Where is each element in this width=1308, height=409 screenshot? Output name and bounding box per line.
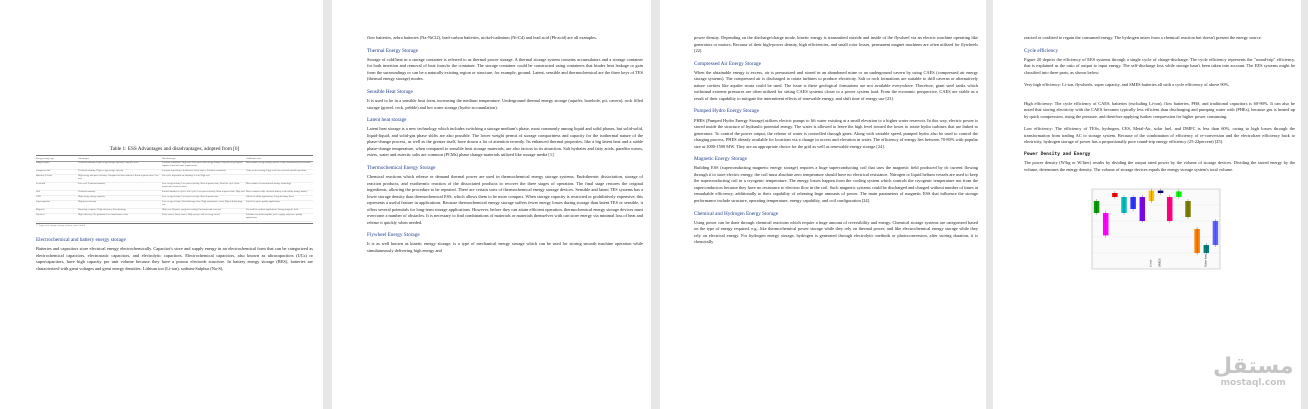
paragraph-sensible: It is used to be in a sensible heat form, increasing the medium temperature. Underground thermal energy storage (aquifer, borehole, pit, cavern), rock filled storage (gravel, rock, pebble) and hot water storage (hydro-accumulation). [367, 98, 643, 110]
table-cell: Location dependency; Inefficient; Safety issues; Location constraints [162, 170, 226, 173]
heading-sensible: Sensible Heat Storage [367, 88, 413, 95]
table-cell: Life cycle dependent on discharge levels; High cost [162, 175, 210, 178]
document-page-4 [993, 0, 1301, 409]
table-row [36, 183, 313, 191]
table-cell: Lead-acid [36, 183, 46, 186]
table-cell: Flywheel [36, 214, 45, 217]
paragraph-caes: When the obtainable energy is excess, air is pressurized and stored in an abandoned mine or an underground cavern by using CAES (compressed air energy storage systems). The compressed air is discharged to rotate turbines to produce electricity. Salt or rock formations are suitable to drill caverns or alternatively nature cavities like aquifer strata could be used. The issue is these geological formations are not available everywhere. Therefore, giant steel tanks which withstand extreme pressures are often utilized for sitting CAES systems closer to a power system load. From the economic perspective, CAES are viable as a result of their capability to mitigate the intermittent effects of renewable energy, and shift time of energy use [23]. [694, 69, 978, 101]
heading-chemical: Chemical and Hydrogen Energy Storage [694, 210, 779, 217]
table-cell: More mature electrochemical storage technology [246, 183, 292, 186]
table-cell: Technical maturity; High energy storage capacity; Long life cycle [78, 162, 139, 165]
ess-table [36, 155, 313, 224]
paragraph-low: Low efficiency: The efficiency of TESs, hydrogen, CES, Metal-Air, solar fuel, and DMFC is less than 60%, owing to high losses through the transformation from trading AC to storage system. Because of the combination of efficiency of re-conversion and the electrolizer efficiency back to electricity, hydrogen storage of power has a proportionally poor round-trip energy efficiency (25-22percent) [25]. [1024, 126, 1295, 145]
table-cell: Location constraints; High cost; Low power and energy density; Depends on geological support; Land and water requirements [162, 162, 243, 168]
table-cell: Short time response; High efficiency; Fast discharge [78, 209, 127, 212]
paragraph-very-high: Very high efficiency: Li-ion, flywheels, super capacity, and SMES batteries all with a cycle efficiency of above 90%. [1024, 82, 1230, 88]
table-cell: High energy and power density; Compared to other batteries; Rated response time; Low cost [78, 175, 159, 181]
heading-power-density: Power Density and Energy [1024, 151, 1091, 157]
paragraph-intro: power density. Depending on the discharge/charge mode, kinetic energy is transmitted outside and inside of the flywheel via an electric machine operating like generators or motors. Because of their high-power density, high efficiencies, and small rotor losses, permanent magnet machines are often utilized for flywheels [22]. [694, 35, 978, 54]
table-cell: Magnetic [36, 209, 45, 212]
section-heading-electrochemical: Electrochemical and battery energy storage [36, 236, 126, 243]
chart-category-label: Li-ion [1148, 260, 1153, 268]
heading-latent: Latent heat storage [367, 117, 407, 124]
table-cell: High energy storage capacity [78, 196, 105, 199]
table-caption: Table 1: ESS Advantages and disadvantages, adopted from [6] [109, 146, 240, 152]
table-cell: NaS [36, 191, 40, 194]
paragraph-intro: reacted or oxidized to regain the consumed energy. The hydrogen arises from a chemical reaction but doesn't present the energy source. [1024, 35, 1262, 40]
paragraph-high: High efficiency: The cycle efficiency of CAES, batteries (excluding Li-ion), flow batteries, PHS, and traditional capacitors is 60-90%. It can also be noted that storing electricity with the CAES becomes typically less efficient than discharging and pumping water with (PHEs), because gas is heated up by quick compression, rising the pressure, and therefore applying further compression for higher power consuming. [1024, 100, 1295, 119]
table-cell: Technical maturity [78, 191, 96, 194]
table-cell: Low energy density; Low power density; Short response time [162, 196, 219, 199]
table-cell: Costs are decreasing; Large-scale low cost and variable operation [246, 170, 307, 173]
table-header-cell: Disadvantages [162, 157, 176, 160]
table-cell: Low energy density; Low power density; Short response time; Short life cycle; Poor temperature characteristics [162, 183, 240, 189]
heading-caes: Compressed Air Energy Storage [694, 60, 761, 67]
table-cell: Low cost; Technical maturity [78, 183, 105, 186]
chart-frame [1092, 189, 1220, 269]
table-cell: Solutions for uninterruptible power supply and power quality applications [246, 214, 303, 220]
table-footnote: ** Large scale storage; storage systems can be linked [36, 224, 86, 227]
paragraph-power-density: The power density (W/kg or W/liter) results by dividing the output rated power by the volume of storage devices. Dividing the stored energy by the volume, determines the energy density. The volume of storage devices equals the energy storage system's total volume. [1024, 160, 1295, 172]
heading-flywheel: Flywheel Energy Storage [367, 232, 420, 239]
paragraph-smes: Building ESS (superconducting magnetic energy storage) requires a huge superconducting coil that uses the magnetic field produced by dc current flowing through it to store electric energy, the coil must absolute zero temperature should have no electrical resistance. Nitrogen or liquid helium vessels are used to keep the superconducting coil in a cryogenic temperature. The energy losses happen from the cooling system which controls the cryogenic temperature not from the superconductors because they have no resistance to electron flow in the coil. Such magnetic systems could be discharged and charged without number of times at remarkable efficiency, additionally to their capability of releasing large amounts of power. The main parameters of magnetic ESS that influence the storage performance include structure, operating temperature, energy capability, and coil configuration [24]. [694, 165, 978, 203]
table-cell [246, 175, 313, 181]
table-cell: Technical maturity; High energy storage capacity [78, 170, 124, 173]
table-cell: Noise issues; Safety issues; High cost per unit of energy stored [162, 214, 220, 217]
document-page-1 [0, 0, 323, 409]
watermark-latin: mostaql.com [1220, 378, 1286, 388]
paragraph-flywheel: It is as well known as kinetic energy storage, is a type of mechanical energy storage which can be used for storing smooth machine operation while simultaneously delivering high energy and [367, 241, 643, 253]
paragraph-latent: Latent heat storage is a new technology which includes switching a storage medium's phase, most commonly among liquid and solid phases, but solid-solid, liquid-liquid, and solid-gas phase shifts are also possible. The lower weight permit of storage compactness and capacity for the isothermal nature of the phase-change process, as well as the greater itself, have drawn a lot of attention recently. Its enhanced thermal properties, like a big latent heat and a stable phase-change temperature, when compared to sensible heat storage materials, are also factors in its attraction. Salt hydrates and fatty acids, paraffin waxes, esters, water and eutectic salts are common (PCMs) phase change materials utilized like storage media [1]. [367, 126, 643, 158]
heading-thermal: Thermal Energy Storage [367, 47, 418, 54]
paragraph-chemical: Using power can be done through chemical reactions which require a huge amount of reversibility and energy. Chemical storage systems are categorized based on the type of energy required, e.g., like thermochemical power storage while they rely on thermal power, and like electrochemical energy storage while they rely on electrical energy. For hydrogen energy storage, hydrogen is generated through electrolytic methods or photoconversion, after storing duration, it is chemically [694, 219, 978, 245]
table-header-cell: Additional notes [246, 157, 262, 160]
table-cell: Compressed air [36, 170, 51, 173]
paragraph-thermochemical: Chemical reactions which release or demand thermal power are used in thermochemical energy storage systems. Endothermic dissociation, storage of reaction products, and exothermic reaction of the dissociated products to recover the three stages of operation. The final stage restores the original ingredients, allowing the procedure to be repeated. There are certain sorts of thermochemical energy storage devices. Sensible and latent TES systems has a lower storage density than thermochemical ESS, which allows them to be more compact. When storage capacity is restricted or prohibitively expensive, this represents a useful feature in applications. Because thermochemical energy storage suffers fewer energy losses during storage than latent TES or sensible, it offers several potentials for long-term storage applications. However, before they can attain efficient operation, thermochemical energy storage devices must overcome a number of obstacles. It is necessary to find combinations of materials or materials themselves with can store energy via minimal loss of heat and release it quickly when needed. [367, 174, 643, 225]
table-cell: Suited for utility applications; Long discharge times [246, 196, 294, 199]
watermark-arabic: مستقل [1213, 354, 1294, 379]
paragraph-electrochemical: Batteries and capacitors store electrical energy electrochemically. Capacitor's store and supply energy in an electrochemical form that can be categorized as electrochemical capacitors, electrostatic capacitors, and electrolytic capacitors. Electrochemical capacitors, also known as ultracapacitors (UCs) or supercapacitors, have high capacity per unit volume because they have a porous electrode structure. In battery energy storage (BES), batteries are characterized with great voltages and great energy densities. Lithium ion (Li-ion), sodium-Sulphur (Na-S), [36, 246, 313, 271]
table-row [36, 201, 313, 209]
table-cell: Suited for power quality applications [246, 201, 281, 204]
table-cell: More mature energy storage system; Good environmental performance [246, 162, 312, 165]
table-cell: More common while electrical battery as the utility storage battery [246, 191, 308, 194]
table-cell: High power density [78, 201, 97, 204]
chart-category-label: SMES [1157, 258, 1162, 268]
table-row [36, 162, 313, 170]
table-cell: Low energy density; Short discharge time; High maintenance costs; High self-discharge rate [162, 201, 243, 207]
table-row [36, 214, 313, 222]
table-row [36, 175, 313, 183]
table-cell: VRB [36, 196, 41, 199]
table-cell: High efficiency; No pollution; Low maintenance costs [78, 214, 128, 217]
paragraph-cycle: Figure 20 depicts the efficiency of EES systems through a single cycle of charge-discharge. The cycle efficiency represents the "round-trip" efficiency, that is explained as the ratio of output to input energy. The self-discharge loss while storage hasn't been taken into account. The EES systems might be classified into three parts, as shown below: [1024, 56, 1295, 75]
document-page-3 [660, 0, 986, 409]
table-header-cell: Energy storage type [36, 157, 55, 160]
heading-thermochemical: Thermochemical Energy Storage [367, 164, 436, 171]
heading-cycle-efficiency: Cycle efficiency [1024, 47, 1059, 54]
table-cell: Batteries (Li-ion) [36, 175, 53, 178]
table-cell: Limited number of cycles; Life cycle; Low power density; Short response time; High cost [162, 191, 245, 194]
table-cell: High cost; Requires cryogenic cooling; Environmental concerns [162, 209, 221, 212]
table-cell: For small to medium applications; Strong magnetic field [246, 209, 298, 212]
heading-phes: Pumped Hydro Energy Storage [694, 108, 759, 115]
heading-smes: Magnetic Energy Storage [694, 156, 747, 163]
paragraph-thermal: Storage of cold/heat in a storage container is referred to as thermal power storage. A thermal storage system contains accumulators and a storage container for both insertion and removal of heat from/to the container. The storage container could be constructed using containers that hinder heat leakage or gain from the surroundings or can be a naturally existing region or structure, for example, ground. Latent, sensible and thermochemical are the three keys of TES (thermal energy storage) modes. [367, 56, 643, 82]
table-header-cell: Advantages [78, 157, 89, 160]
chart-category-label: Solar fuel [1203, 254, 1208, 268]
paragraph-intro: flow batteries, zebra batteries (Na-NiCl2), lead-carbon batteries, nickel-cadmium (Ni-Cd) and lead acid (Pb-acid) are all examples. [367, 35, 598, 40]
document-page-2 [332, 0, 651, 409]
table-cell: Supercapacitor [36, 201, 50, 204]
table-cell: Pumped hydro [36, 162, 50, 165]
paragraph-phes: PHES (Pumped Hydro Energy Storage) utilizes electric pumps to lift water existing at a small elevation to a higher water reservoir. In this way, electric power is stored inside the structure of hydraulic potential energy. The water is allowed to leave the high level toward the lower to rotate hydro turbines that are linked to generators. To control the power output, the release of water is controlled through gates. Along with variable speed, pumped hydro also be used to control the charging process. PHES already available for locations via a change in access and elevation in water. The efficiency of energy lies between 70-80% with popular size at 1000-1500 MW. They are an appropriate choice for the grid as well as renewable energy storage [24]. [694, 117, 978, 149]
efficiency-chart [1076, 185, 1231, 277]
